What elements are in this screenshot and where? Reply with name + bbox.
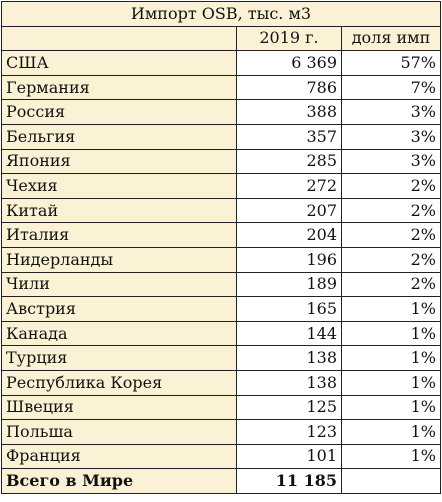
share-cell: 2% bbox=[342, 272, 441, 297]
share-cell: 1% bbox=[342, 370, 441, 395]
table-row bbox=[2, 223, 441, 248]
table-row bbox=[2, 346, 441, 371]
value-cell: 272 bbox=[237, 174, 342, 199]
country-cell: США bbox=[2, 51, 237, 76]
country-cell: Нидерланды bbox=[2, 247, 237, 272]
share-cell: 3% bbox=[342, 100, 441, 125]
share-cell: 7% bbox=[342, 75, 441, 100]
country-cell: Канада bbox=[2, 321, 237, 346]
table-row bbox=[2, 100, 441, 125]
country-cell: Бельгия bbox=[2, 124, 237, 149]
value-cell: 388 bbox=[237, 100, 342, 125]
table-row bbox=[2, 444, 441, 469]
value-cell: 125 bbox=[237, 395, 342, 420]
value-cell: 123 bbox=[237, 420, 342, 445]
country-cell: Польша bbox=[2, 420, 237, 445]
share-cell: 1% bbox=[342, 297, 441, 322]
country-cell: Швеция bbox=[2, 395, 237, 420]
value-cell: 6 369 bbox=[237, 51, 342, 76]
value-cell: 189 bbox=[237, 272, 342, 297]
table-row bbox=[2, 51, 441, 76]
table-header-row bbox=[2, 26, 441, 51]
table-row bbox=[2, 272, 441, 297]
share-cell: 1% bbox=[342, 444, 441, 469]
table-row bbox=[2, 174, 441, 199]
country-cell: Чехия bbox=[2, 174, 237, 199]
value-cell: 138 bbox=[237, 370, 342, 395]
table-row bbox=[2, 370, 441, 395]
share-cell: 2% bbox=[342, 247, 441, 272]
country-cell: Германия bbox=[2, 75, 237, 100]
value-cell: 138 bbox=[237, 346, 342, 371]
share-cell: 57% bbox=[342, 51, 441, 76]
value-cell: 207 bbox=[237, 198, 342, 223]
country-cell: Китай bbox=[2, 198, 237, 223]
import-table-container bbox=[1, 1, 441, 494]
share-cell: 1% bbox=[342, 395, 441, 420]
country-cell: Россия bbox=[2, 100, 237, 125]
value-cell: 285 bbox=[237, 149, 342, 174]
country-cell: Турция bbox=[2, 346, 237, 371]
header-share: доля имп bbox=[342, 26, 441, 51]
value-cell: 196 bbox=[237, 247, 342, 272]
value-cell: 144 bbox=[237, 321, 342, 346]
value-cell: 101 bbox=[237, 444, 342, 469]
share-cell: 1% bbox=[342, 346, 441, 371]
value-cell: 357 bbox=[237, 124, 342, 149]
header-country bbox=[2, 26, 237, 51]
import-table bbox=[1, 1, 441, 494]
share-cell: 1% bbox=[342, 420, 441, 445]
country-cell: Австрия bbox=[2, 297, 237, 322]
country-cell: Франция bbox=[2, 444, 237, 469]
table-row bbox=[2, 198, 441, 223]
total-value-cell: 11 185 bbox=[237, 469, 342, 494]
share-cell: 2% bbox=[342, 198, 441, 223]
table-row bbox=[2, 149, 441, 174]
share-cell: 2% bbox=[342, 174, 441, 199]
share-cell: 3% bbox=[342, 124, 441, 149]
table-row bbox=[2, 75, 441, 100]
table-total-row bbox=[2, 469, 441, 494]
table-row bbox=[2, 247, 441, 272]
country-cell: Япония bbox=[2, 149, 237, 174]
share-cell: 3% bbox=[342, 149, 441, 174]
value-cell: 165 bbox=[237, 297, 342, 322]
country-cell: Чили bbox=[2, 272, 237, 297]
table-row bbox=[2, 395, 441, 420]
table-title: Импорт OSB, тыс. м3 bbox=[2, 2, 441, 27]
table-row bbox=[2, 420, 441, 445]
table-row bbox=[2, 297, 441, 322]
country-cell: Италия bbox=[2, 223, 237, 248]
share-cell: 2% bbox=[342, 223, 441, 248]
share-cell: 1% bbox=[342, 321, 441, 346]
country-cell: Республика Корея bbox=[2, 370, 237, 395]
value-cell: 204 bbox=[237, 223, 342, 248]
value-cell: 786 bbox=[237, 75, 342, 100]
table-title-row bbox=[2, 2, 441, 27]
total-label-cell: Всего в Мире bbox=[2, 469, 237, 494]
table-body bbox=[2, 2, 441, 494]
table-row bbox=[2, 321, 441, 346]
header-year: 2019 г. bbox=[237, 26, 342, 51]
table-row bbox=[2, 124, 441, 149]
total-share-cell bbox=[342, 469, 441, 494]
